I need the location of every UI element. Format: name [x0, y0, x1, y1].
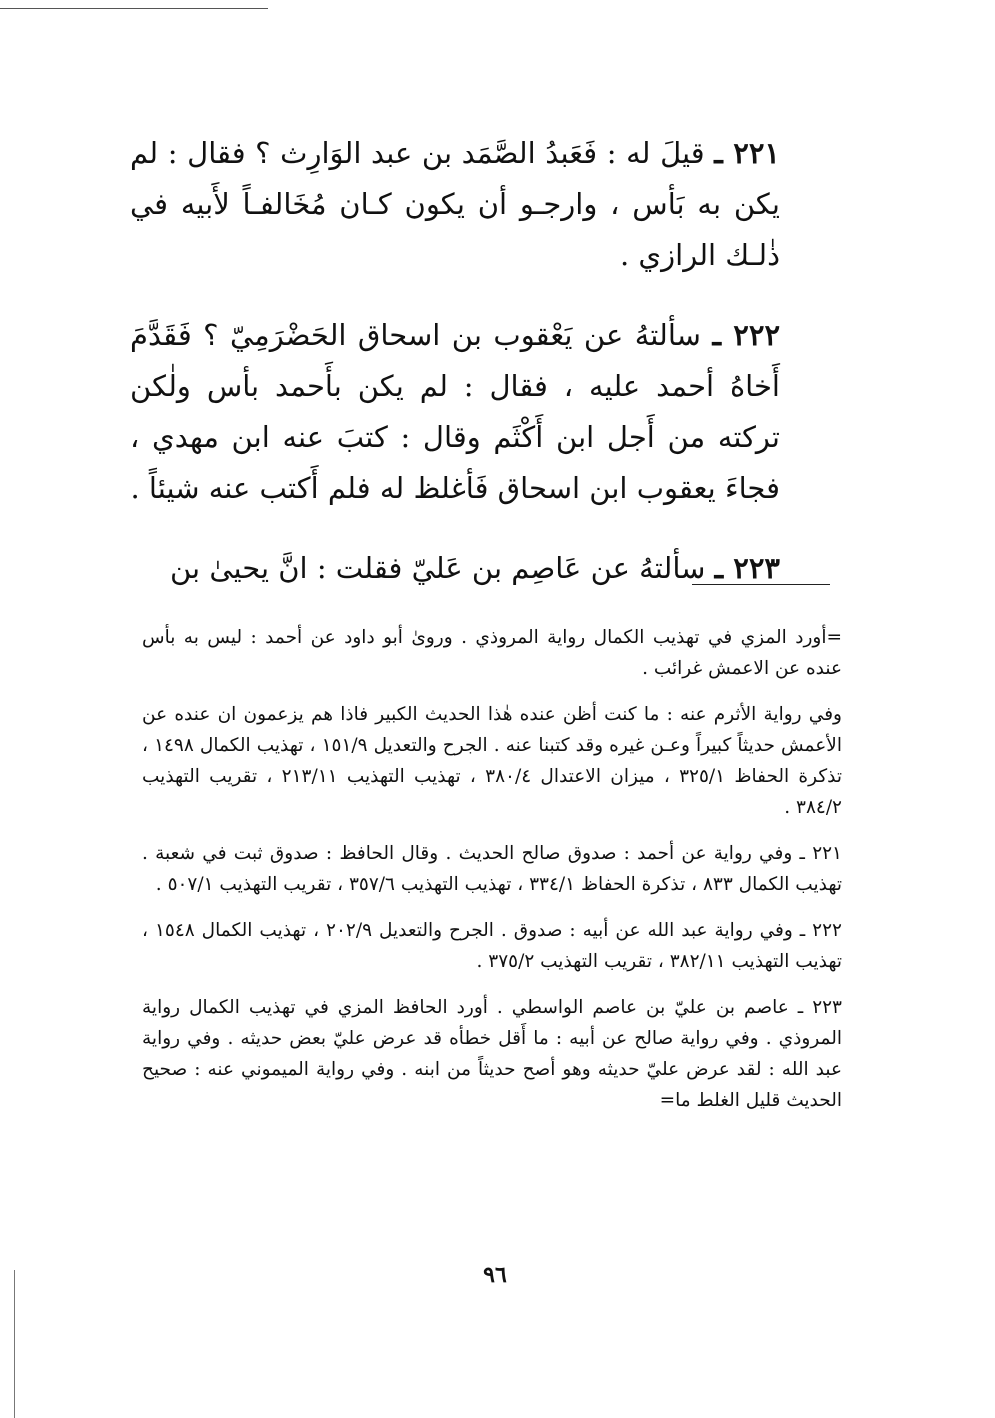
entry-number: ٢٢٢ ـ [712, 318, 781, 352]
entry-221 [130, 128, 780, 281]
footnote-continuation [142, 699, 842, 823]
top-edge-rule [0, 8, 268, 9]
entry-text: سألتهُ عن يَعْقوب بن اسحاق الحَضْرَمِيّ ؟ فَقَدَّمَ أَخاهُ أحمد عليه ، فقال : لم يكن بأَحمد بأس ولٰكن تركته من أَجل ابن أَكْثَم وقال : كتبَ عنه ابن مهدي ، فجاءَ يعقوب ابن اسحاق فَأغلظ له فلم أَكتب عنه شيئاً . [130, 318, 780, 505]
footnote-text: وفي رواية الأثرم عنه : ما كنت أظن عنده هٰذا الحديث الكبير فاذا هم يزعمون ان عنده عن الأعمش حديثاً كبيراً وعـن غيره وقد كتبنا عنه . الجرح والتعديل ١٥١/٩ ، تهذيب الكمال ١٤٩٨ ، تذكرة الحفاظ ٣٢٥/١ ، ميزان الاعتدال ٣٨٠/٤ ، تهذيب التهذيب ٢١٣/١١ ، تقريب التهذيب ٣٨٤/٢ . [142, 704, 842, 818]
footnote-text: وفي رواية عبد الله عن أبيه : صدوق . الجرح والتعديل ٢٠٢/٩ ، تهذيب الكمال ١٥٤٨ ، تهذيب التهذيب ٣٨٢/١١ ، تقريب التهذيب ٣٧٥/٢ . [142, 920, 842, 972]
footnote-separator [692, 584, 830, 585]
page-number: ٩٦ [483, 1262, 507, 1288]
entry-222 [130, 310, 780, 514]
footnote-continuation [142, 622, 842, 684]
entry-text: قيلَ له : فَعَبدُ الصَّمَد بن عبد الوَارِث ؟ فقال : لم يكن به بَأس ، وارجـو أن يكون كـان مُخَالفـاً لأَبيه في ذٰلـك الرازي . [130, 136, 780, 272]
footnote-text: وفي رواية عن أحمد : صدوق صالح الحديث . وقال الحافظ : صدوق ثبت في شعبة . تهذيب الكمال ٨٣٣ ، تذكرة الحفاظ ٣٣٤/١ ، تهذيب التهذيب ٣٥٧/٦ ، تقريب التهذيب ٥٠٧/١ . [142, 843, 842, 895]
entry-223 [130, 543, 780, 594]
footnote-223 [142, 992, 842, 1116]
main-text [130, 128, 780, 594]
footnote-text: عاصم بن عليّ بن عاصم الواسطي . أورد الحافظ المزي في تهذيب الكمال رواية المروذي . وفي رواية صالح عن أبيه : ما أَقل خطأه قد عرض عليّ بعض حديثه . وفي رواية عبد الله : لقد عرض عليّ حديثه وهو أصح حديثاً من ابنه . وفي رواية الميموني عنه : صحيح الحديث قليل الغلط ما= [142, 997, 842, 1111]
entry-text: سألتهُ عن عَاصِم بن عَليّ فقلت : انَّ يحيىٰ بن [169, 551, 706, 585]
footnote-text: =أورد المزي في تهذيب الكمال رواية المروذي . وروىٰ أبو داود عن أحمد : ليس به بأس عنده عن الاعمش غرائب . [142, 627, 842, 679]
footnote-222 [142, 915, 842, 977]
entry-number: ٢٢١ ـ [714, 136, 780, 170]
footnote-number: ٢٢١ ـ [799, 843, 842, 864]
footnote-number: ٢٢٢ ـ [799, 920, 842, 941]
left-edge-rule [14, 1270, 15, 1418]
entry-number: ٢٢٣ ـ [714, 551, 780, 585]
footnote-number: ٢٢٣ ـ [797, 997, 842, 1018]
footnotes [142, 622, 842, 1131]
footnote-221 [142, 838, 842, 900]
